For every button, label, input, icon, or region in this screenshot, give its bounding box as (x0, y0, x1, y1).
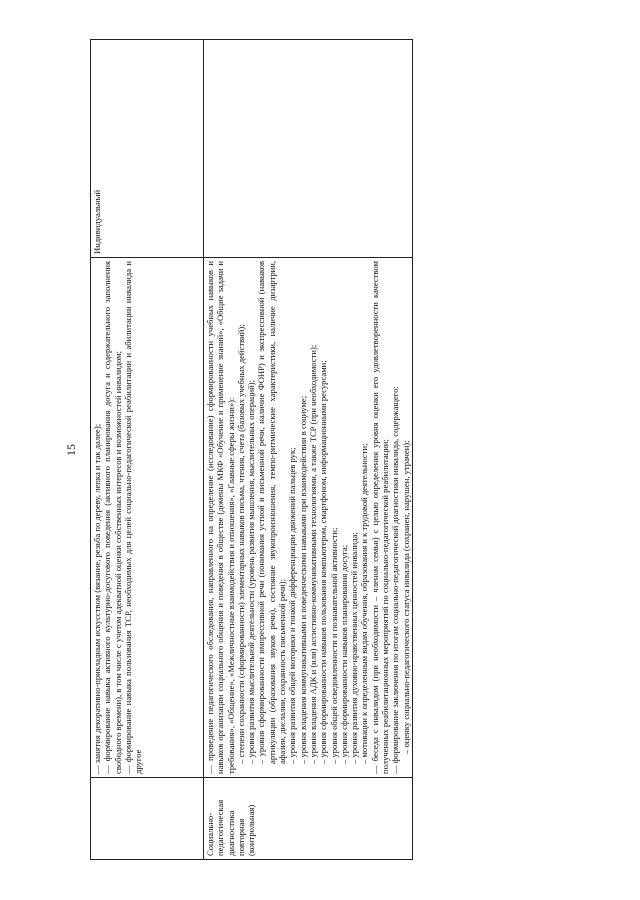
list-item: – уровня общей осведомленности и познавательной активности; (328, 527, 339, 764)
list-item: — формирование навыка пользования ТСР, необходимых для целей социально-педагогической реабилитации и абилитации инвалида и другое (122, 261, 144, 774)
list-item: — беседа с инвалидом (при необходимости – членом семьи) с целью определения уровня оценки его удовлетворенности качеством полученных реабилитационных мероприятий по социально-педагогической реабилитации; (369, 261, 391, 774)
list-item: – уровня владения коммуникативными и поведенческими навыками при взаимодействии в социуме; (297, 395, 308, 764)
rotated-content (60, 40, 580, 860)
list-item: — формирование заключения по итогам социально-педагогической диагностики инвалида, содержащего: (390, 386, 401, 774)
rehabilitation-table (90, 39, 413, 860)
form-cell: Индивидуальный (91, 40, 204, 258)
list-item: — формирование навыка активного культурно-досугового поведения (активного планирования досуга и содержательного заполнения свободного времени), в том числе с учетом адекватной оценки собственных интересов и возможностей инвалидом; (102, 261, 123, 774)
list-item: – мотивации к определенным видам обучения, образования и к трудовой деятельности; (359, 443, 370, 764)
list-item: – оценку социально-педагогического статуса инвалида (сохранен, нарушен, утрачен); (400, 440, 411, 754)
table-row (204, 40, 413, 860)
list-item: – уровня развития мыслительной деятельности (уровень развития мышления, мыслительных операций); (246, 379, 257, 764)
list-item: – уровня развития общей моторики и тонкой дифференциации движений пальцев рук; (287, 447, 298, 764)
list-item: — проведение педагогического обследования, направленного на определение (исследование) сформированности учебных навыков и навыков организации социального общения и поведения в обществе (домены МКФ «Обучение и применение знаний», «Общие задачи и требования», «Общение», «Межличностные взаимодействия и отношения», «Главные сферы жизни»): (205, 261, 236, 774)
list-item: – уровня сформированности навыков планирования досуга; (338, 544, 349, 764)
table-row (91, 40, 204, 860)
content-cell (91, 258, 204, 778)
content-cell (204, 258, 413, 778)
section-cell (91, 778, 204, 860)
page-number: 15 (64, 444, 78, 456)
form-cell (204, 40, 413, 258)
list-item: – уровня сформированности навыков пользования компьютером, смартфоном, информационными ресурсами; (318, 360, 329, 764)
list-item: – уровня развития духовно-нравственных ценностей инвалида; (349, 532, 360, 764)
list-item: – уровня сформированности импрессивной речи (понимания устной и письменной речи, наличие ФОНР) и экспрессивной (навыков артикуляции (образования звуков речи), состояние звукопроизношения, темпо-ритмические характеристики, наличие дизартрии, афазии, дислалии, сохранность письменной речи); (256, 261, 288, 764)
section-cell: Социально-педагогическая диагностика повторная (контрольная) (204, 778, 413, 860)
list-item: – степени сохранности (сформированности) элементарных навыков письма, чтения, счета (базовых учебных действий); (235, 324, 246, 764)
list-item: — занятия декоративно-прикладным искусством (вязание, резьба по дереву, лепка и так далее); (92, 423, 102, 774)
list-item: – уровня владения АДК и (или) ассистивно-коммуникативными технологиями, а также ТСР (при необходимости); (307, 344, 318, 764)
